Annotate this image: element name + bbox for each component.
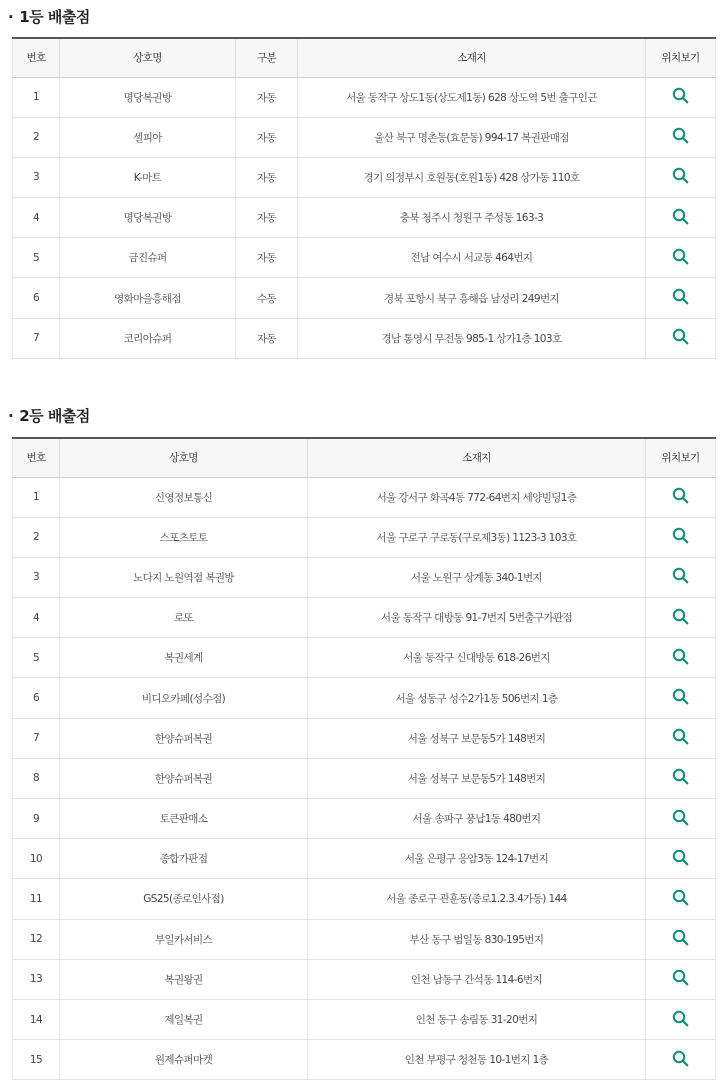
location-view-button[interactable]	[646, 718, 716, 758]
location-view-button[interactable]	[646, 678, 716, 718]
cell-addr: 서울 동작구 상도1동(상도제1동) 628 상도역 5번 출구인근	[298, 77, 646, 117]
cell-no: 12	[13, 919, 60, 959]
col-header-address: 소재지	[308, 438, 646, 477]
cell-name: 금진슈퍼	[60, 238, 236, 278]
cell-name: 부일카서비스	[60, 919, 308, 959]
cell-type: 자동	[236, 117, 298, 157]
table-row	[13, 879, 716, 919]
table-row	[13, 477, 716, 517]
cell-type: 자동	[236, 157, 298, 197]
search-icon[interactable]	[672, 567, 689, 587]
cell-addr: 경북 포항시 북구 흥해읍 남성리 249번지	[298, 278, 646, 318]
search-icon[interactable]	[672, 728, 689, 748]
table-row	[13, 919, 716, 959]
cell-no: 6	[13, 678, 60, 718]
search-icon[interactable]	[672, 87, 689, 107]
cell-addr: 서울 송파구 풍납1동 480번지	[308, 799, 646, 839]
location-view-button[interactable]	[646, 278, 716, 318]
cell-no: 5	[13, 638, 60, 678]
location-view-button[interactable]	[646, 117, 716, 157]
cell-no: 13	[13, 959, 60, 999]
cell-type: 자동	[236, 77, 298, 117]
cell-name: GS25(종로인사점)	[60, 879, 308, 919]
table-header-row	[13, 38, 716, 77]
location-view-button[interactable]	[646, 1040, 716, 1080]
table-row	[13, 799, 716, 839]
cell-name: 비디오카페(성수점)	[60, 678, 308, 718]
cell-addr: 서울 종로구 관훈동(종로1.2.3.4가동) 144	[308, 879, 646, 919]
table-row	[13, 238, 716, 278]
location-view-button[interactable]	[646, 77, 716, 117]
table-row	[13, 598, 716, 638]
search-icon[interactable]	[672, 849, 689, 869]
cell-addr: 경기 의정부시 호원동(호원1동) 428 상가동 110호	[298, 157, 646, 197]
cell-no: 5	[13, 238, 60, 278]
location-view-button[interactable]	[646, 557, 716, 597]
location-view-button[interactable]	[646, 999, 716, 1039]
search-icon[interactable]	[672, 328, 689, 348]
cell-no: 6	[13, 278, 60, 318]
cell-name: 종합가판점	[60, 839, 308, 879]
cell-addr: 경남 통영시 무전동 985-1 상가1층 103호	[298, 318, 646, 358]
cell-no: 8	[13, 758, 60, 798]
location-view-button[interactable]	[646, 477, 716, 517]
cell-no: 3	[13, 157, 60, 197]
search-icon[interactable]	[672, 487, 689, 507]
search-icon[interactable]	[672, 1050, 689, 1070]
cell-addr: 서울 강서구 화곡4동 772-64번지 세양빌딩1층	[308, 477, 646, 517]
table-row	[13, 718, 716, 758]
table-row	[13, 157, 716, 197]
cell-no: 15	[13, 1040, 60, 1080]
table-row	[13, 839, 716, 879]
table-row	[13, 758, 716, 798]
col-header-name: 상호명	[60, 438, 308, 477]
cell-name: 신영정보통신	[60, 477, 308, 517]
cell-no: 4	[13, 198, 60, 238]
col-header-location: 위치보기	[646, 38, 716, 77]
cell-addr: 서울 성동구 성수2가1동 506번지 1층	[308, 678, 646, 718]
location-view-button[interactable]	[646, 799, 716, 839]
cell-no: 1	[13, 77, 60, 117]
search-icon[interactable]	[672, 127, 689, 147]
cell-no: 7	[13, 718, 60, 758]
table-row	[13, 318, 716, 358]
cell-name: 명당복권방	[60, 77, 236, 117]
cell-no: 2	[13, 117, 60, 157]
cell-no: 11	[13, 879, 60, 919]
table-row	[13, 999, 716, 1039]
search-icon[interactable]	[672, 248, 689, 268]
search-icon[interactable]	[672, 1010, 689, 1030]
search-icon[interactable]	[672, 527, 689, 547]
second-prize-table	[12, 437, 716, 1080]
table-row	[13, 77, 716, 117]
cell-no: 1	[13, 477, 60, 517]
search-icon[interactable]	[672, 969, 689, 989]
cell-no: 7	[13, 318, 60, 358]
cell-addr: 서울 은평구 응암3동 124-17번지	[308, 839, 646, 879]
location-view-button[interactable]	[646, 758, 716, 798]
cell-name: 토큰판매소	[60, 799, 308, 839]
cell-addr: 충북 청주시 청원구 주성동 163-3	[298, 198, 646, 238]
cell-name: 한양슈퍼복권	[60, 758, 308, 798]
search-icon[interactable]	[672, 648, 689, 668]
col-header-name: 상호명	[60, 38, 236, 77]
cell-addr: 인천 동구 송림동 31-20번지	[308, 999, 646, 1039]
section-title-second: · 2등 배출점	[8, 407, 90, 425]
col-header-type: 구분	[236, 38, 298, 77]
table-row	[13, 117, 716, 157]
cell-addr: 부산 동구 범일동 830-195번지	[308, 919, 646, 959]
col-header-location: 위치보기	[646, 438, 716, 477]
location-view-button[interactable]	[646, 879, 716, 919]
cell-no: 4	[13, 598, 60, 638]
location-view-button[interactable]	[646, 318, 716, 358]
col-header-address: 소재지	[298, 38, 646, 77]
cell-name: 한양슈퍼복권	[60, 718, 308, 758]
cell-no: 10	[13, 839, 60, 879]
location-view-button[interactable]	[646, 517, 716, 557]
location-view-button[interactable]	[646, 157, 716, 197]
search-icon[interactable]	[672, 889, 689, 909]
table-header-row	[13, 438, 716, 477]
table-row	[13, 198, 716, 238]
search-icon[interactable]	[672, 608, 689, 628]
cell-name: 코리아슈퍼	[60, 318, 236, 358]
location-view-button[interactable]	[646, 839, 716, 879]
cell-addr: 인천 남동구 간석동 114-6번지	[308, 959, 646, 999]
cell-addr: 서울 성북구 보문동5가 148번지	[308, 758, 646, 798]
table-row	[13, 678, 716, 718]
location-view-button[interactable]	[646, 919, 716, 959]
location-view-button[interactable]	[646, 238, 716, 278]
col-header-no: 번호	[13, 38, 60, 77]
cell-name: 노다지 노원역점 복권방	[60, 557, 308, 597]
cell-no: 2	[13, 517, 60, 557]
cell-type: 자동	[236, 198, 298, 238]
cell-addr: 울산 북구 명촌동(효문동) 994-17 복권판매점	[298, 117, 646, 157]
cell-name: 스포츠토토	[60, 517, 308, 557]
cell-type: 자동	[236, 318, 298, 358]
cell-no: 14	[13, 999, 60, 1039]
search-icon[interactable]	[672, 288, 689, 308]
cell-name: 원제슈퍼마켓	[60, 1040, 308, 1080]
location-view-button[interactable]	[646, 198, 716, 238]
cell-name: K-마트	[60, 157, 236, 197]
section-title-first: · 1등 배출점	[8, 8, 90, 26]
first-prize-table	[12, 37, 716, 359]
cell-type: 수동	[236, 278, 298, 318]
location-view-button[interactable]	[646, 598, 716, 638]
search-icon[interactable]	[672, 167, 689, 187]
cell-name: 명당복권방	[60, 198, 236, 238]
cell-name: 복권세계	[60, 638, 308, 678]
search-icon[interactable]	[672, 208, 689, 228]
search-icon[interactable]	[672, 809, 689, 829]
table-row	[13, 557, 716, 597]
cell-no: 9	[13, 799, 60, 839]
cell-no: 3	[13, 557, 60, 597]
cell-name: 영화마을흥해점	[60, 278, 236, 318]
search-icon[interactable]	[672, 929, 689, 949]
cell-name: 복권왕권	[60, 959, 308, 999]
search-icon[interactable]	[672, 688, 689, 708]
cell-type: 자동	[236, 238, 298, 278]
table-row	[13, 517, 716, 557]
table-row	[13, 278, 716, 318]
cell-addr: 인천 부평구 청천동 10-1번지 1층	[308, 1040, 646, 1080]
cell-name: 셀피아	[60, 117, 236, 157]
cell-addr: 서울 동작구 대방동 91-7번지 5번출구가판점	[308, 598, 646, 638]
location-view-button[interactable]	[646, 959, 716, 999]
col-header-no: 번호	[13, 438, 60, 477]
cell-name: 로또	[60, 598, 308, 638]
cell-addr: 서울 동작구 신대방동 618-26번지	[308, 638, 646, 678]
search-icon[interactable]	[672, 768, 689, 788]
cell-addr: 서울 노원구 상계동 340-1번지	[308, 557, 646, 597]
cell-addr: 전남 여수시 서교동 464번지	[298, 238, 646, 278]
table-row	[13, 1040, 716, 1080]
table-row	[13, 638, 716, 678]
cell-addr: 서울 구로구 구로동(구로제3동) 1123-3 103호	[308, 517, 646, 557]
location-view-button[interactable]	[646, 638, 716, 678]
table-row	[13, 959, 716, 999]
cell-name: 제일복권	[60, 999, 308, 1039]
cell-addr: 서울 성북구 보문동5가 148번지	[308, 718, 646, 758]
